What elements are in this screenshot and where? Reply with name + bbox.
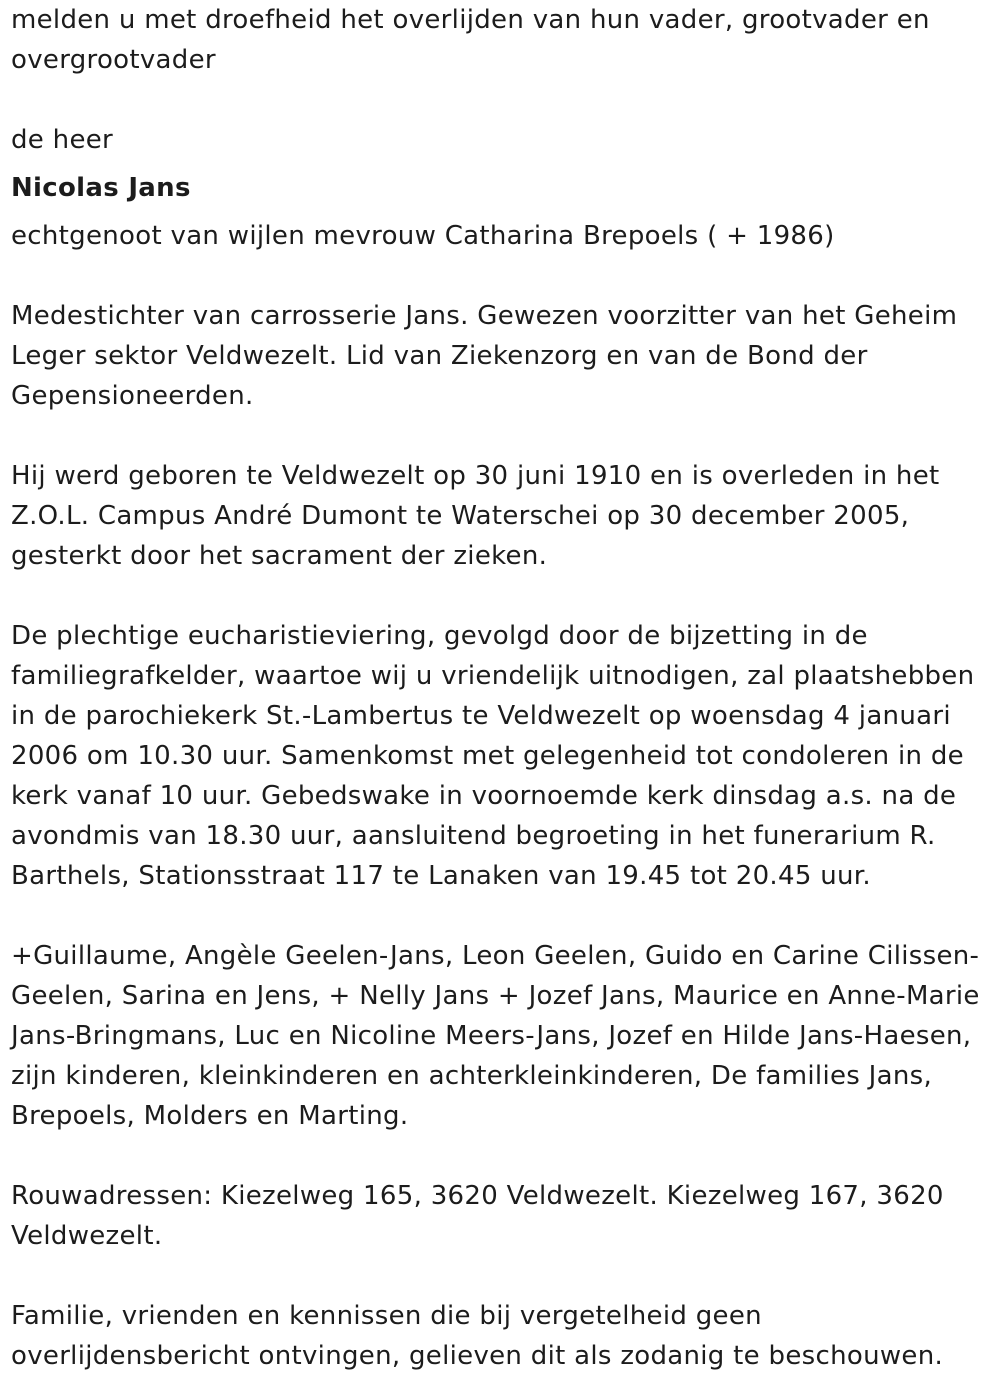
spouse-line: echtgenoot van wijlen mevrouw Catharina Brepoels ( + 1986)	[11, 221, 835, 251]
birth-death-paragraph: Hij werd geboren te Veldwezelt op 30 juni 1910 en is overleden in het Z.O.L. Campus André Dumont te Waterschei op 30 december 2005, gesterkt door het sacrament der zieken.	[11, 461, 940, 571]
salutation: de heer	[11, 125, 114, 155]
family-paragraph: +Guillaume, Angèle Geelen-Jans, Leon Geelen, Guido en Carine Cilissen-Geelen, Sarina en Jens, + Nelly Jans + Jozef Jans, Maurice en Anne-Marie Jans-Bringmans, Luc en Nicoline Meers-Jans, Jozef en Hilde Jans-Haesen, zijn kinderen, kleinkinderen en achterkleinkinderen, De families Jans, Brepoels, Molders en Marting.	[11, 941, 980, 1131]
intro-paragraph: melden u met droefheid het overlijden van hun vader, grootvader en overgrootvader	[11, 5, 930, 75]
spacer	[11, 208, 986, 216]
spacer	[11, 160, 986, 168]
deceased-name: Nicolas Jans	[11, 173, 191, 203]
closing-paragraph: Familie, vrienden en kennissen die bij vergetelheid geen overlijdensbericht ontvingen, gelieven dit als zodanig te beschouwen.	[11, 1301, 944, 1371]
spacer	[11, 1136, 986, 1176]
spacer	[11, 1256, 986, 1296]
spacer	[11, 576, 986, 616]
spacer	[11, 256, 986, 296]
addresses-paragraph: Rouwadressen: Kiezelweg 165, 3620 Veldwezelt. Kiezelweg 167, 3620 Veldwezelt.	[11, 1181, 944, 1251]
ceremony-paragraph: De plechtige eucharistieviering, gevolgd door de bijzetting in de familiegrafkelder, waartoe wij u vriendelijk uitnodigen, zal plaatshebben in de parochiekerk St.-Lambertus te Veldwezelt op woensdag 4 januari 2006 om 10.30 uur. Samenkomst met gelegenheid tot condoleren in de kerk vanaf 10 uur. Gebedswake in voornoemde kerk dinsdag a.s. na de avondmis van 18.30 uur, aansluitend begroeting in het funerarium R. Barthels, Stationsstraat 117 te Lanaken van 19.45 tot 20.45 uur.	[11, 621, 975, 891]
bio-paragraph: Medestichter van carrosserie Jans. Gewezen voorzitter van het Geheim Leger sektor Veldwezelt. Lid van Ziekenzorg en van de Bond der Gepensioneerden.	[11, 301, 958, 411]
obituary-document	[11, 0, 986, 1376]
spacer	[11, 80, 986, 120]
spacer	[11, 896, 986, 936]
spacer	[11, 416, 986, 456]
